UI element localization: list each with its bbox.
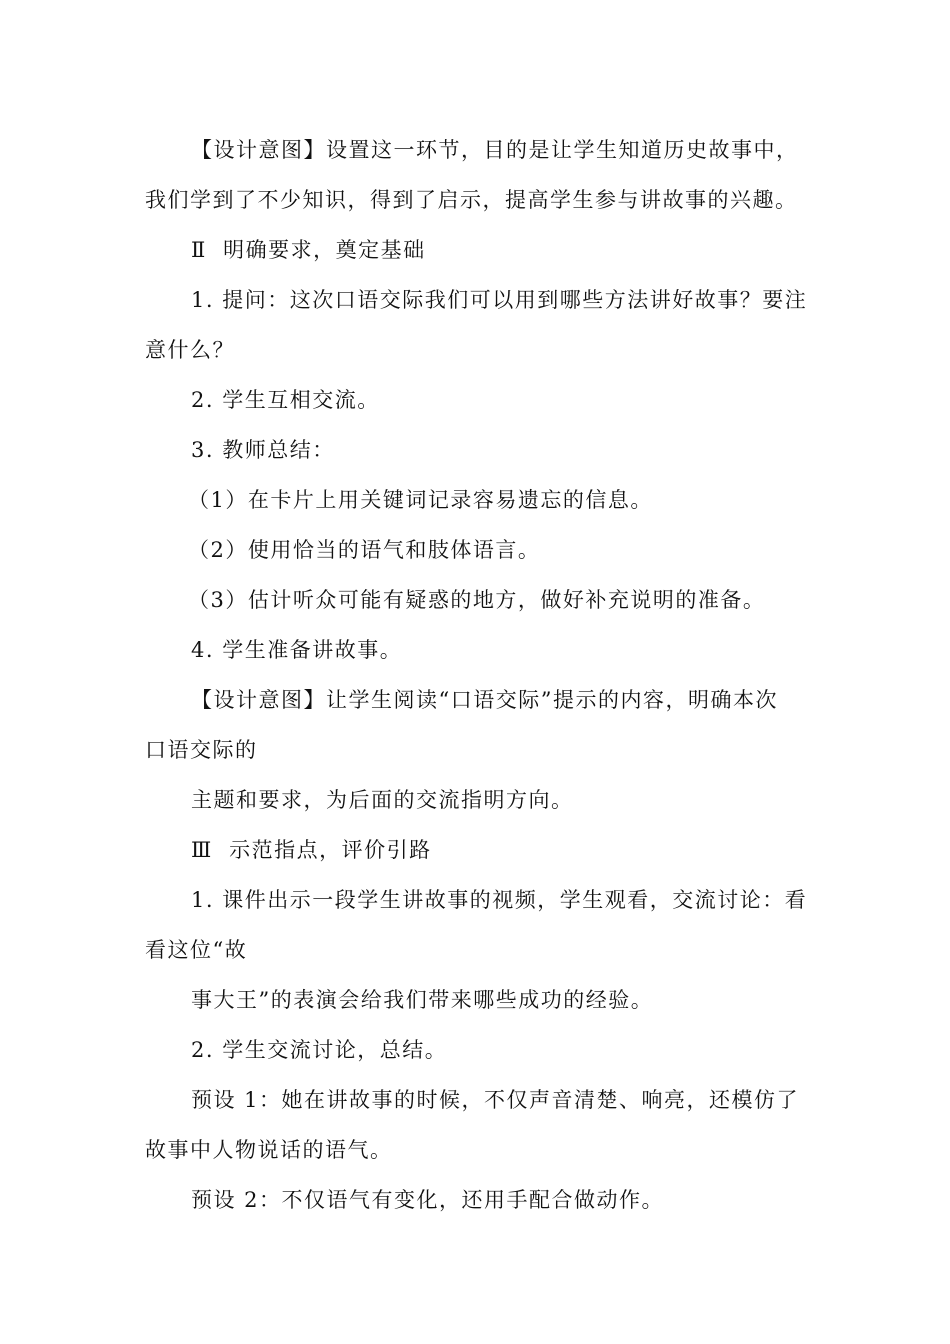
paragraph-line: 2. 学生互相交流。 [191, 388, 380, 412]
list-item: （1）在卡片上用关键词记录容易遗忘的信息。 [188, 488, 653, 512]
paragraph-line: 我们学到了不少知识，得到了启示，提高学生参与讲故事的兴趣。 [145, 188, 798, 212]
paragraph-line: 主题和要求，为后面的交流指明方向。 [191, 788, 574, 812]
paragraph-line: 【设计意图】设置这一环节，目的是让学生知道历史故事中， [191, 138, 799, 162]
paragraph-line: 1. 提问：这次口语交际我们可以用到哪些方法讲好故事？要注 [191, 288, 808, 312]
paragraph-line: 意什么？ [145, 338, 235, 362]
list-item: （3）估计听众可能有疑惑的地方，做好补充说明的准备。 [188, 588, 766, 612]
paragraph-line: 2. 学生交流讨论，总结。 [191, 1038, 448, 1062]
section-heading: Ⅲ 示范指点，评价引路 [191, 838, 432, 862]
list-item: （2）使用恰当的语气和肢体语言。 [188, 538, 541, 562]
paragraph-line: 1. 课件出示一段学生讲故事的视频，学生观看，交流讨论：看 [191, 888, 808, 912]
paragraph-line: 预设 1：她在讲故事的时候，不仅声音清楚、响亮，还模仿了 [191, 1088, 800, 1112]
paragraph-line: 看这位“故 [145, 938, 248, 962]
paragraph-line: 故事中人物说话的语气。 [145, 1138, 393, 1162]
paragraph-line: 事大王”的表演会给我们带来哪些成功的经验。 [191, 988, 654, 1012]
paragraph-line: 【设计意图】让学生阅读“口语交际”提示的内容，明确本次 [191, 688, 778, 712]
paragraph-line: 口语交际的 [145, 738, 258, 762]
paragraph-line: 预设 2：不仅语气有变化，还用手配合做动作。 [191, 1188, 665, 1212]
section-heading: Ⅱ 明确要求，奠定基础 [191, 238, 426, 262]
paragraph-line: 4. 学生准备讲故事。 [191, 638, 403, 662]
paragraph-line: 3. 教师总结： [191, 438, 335, 462]
